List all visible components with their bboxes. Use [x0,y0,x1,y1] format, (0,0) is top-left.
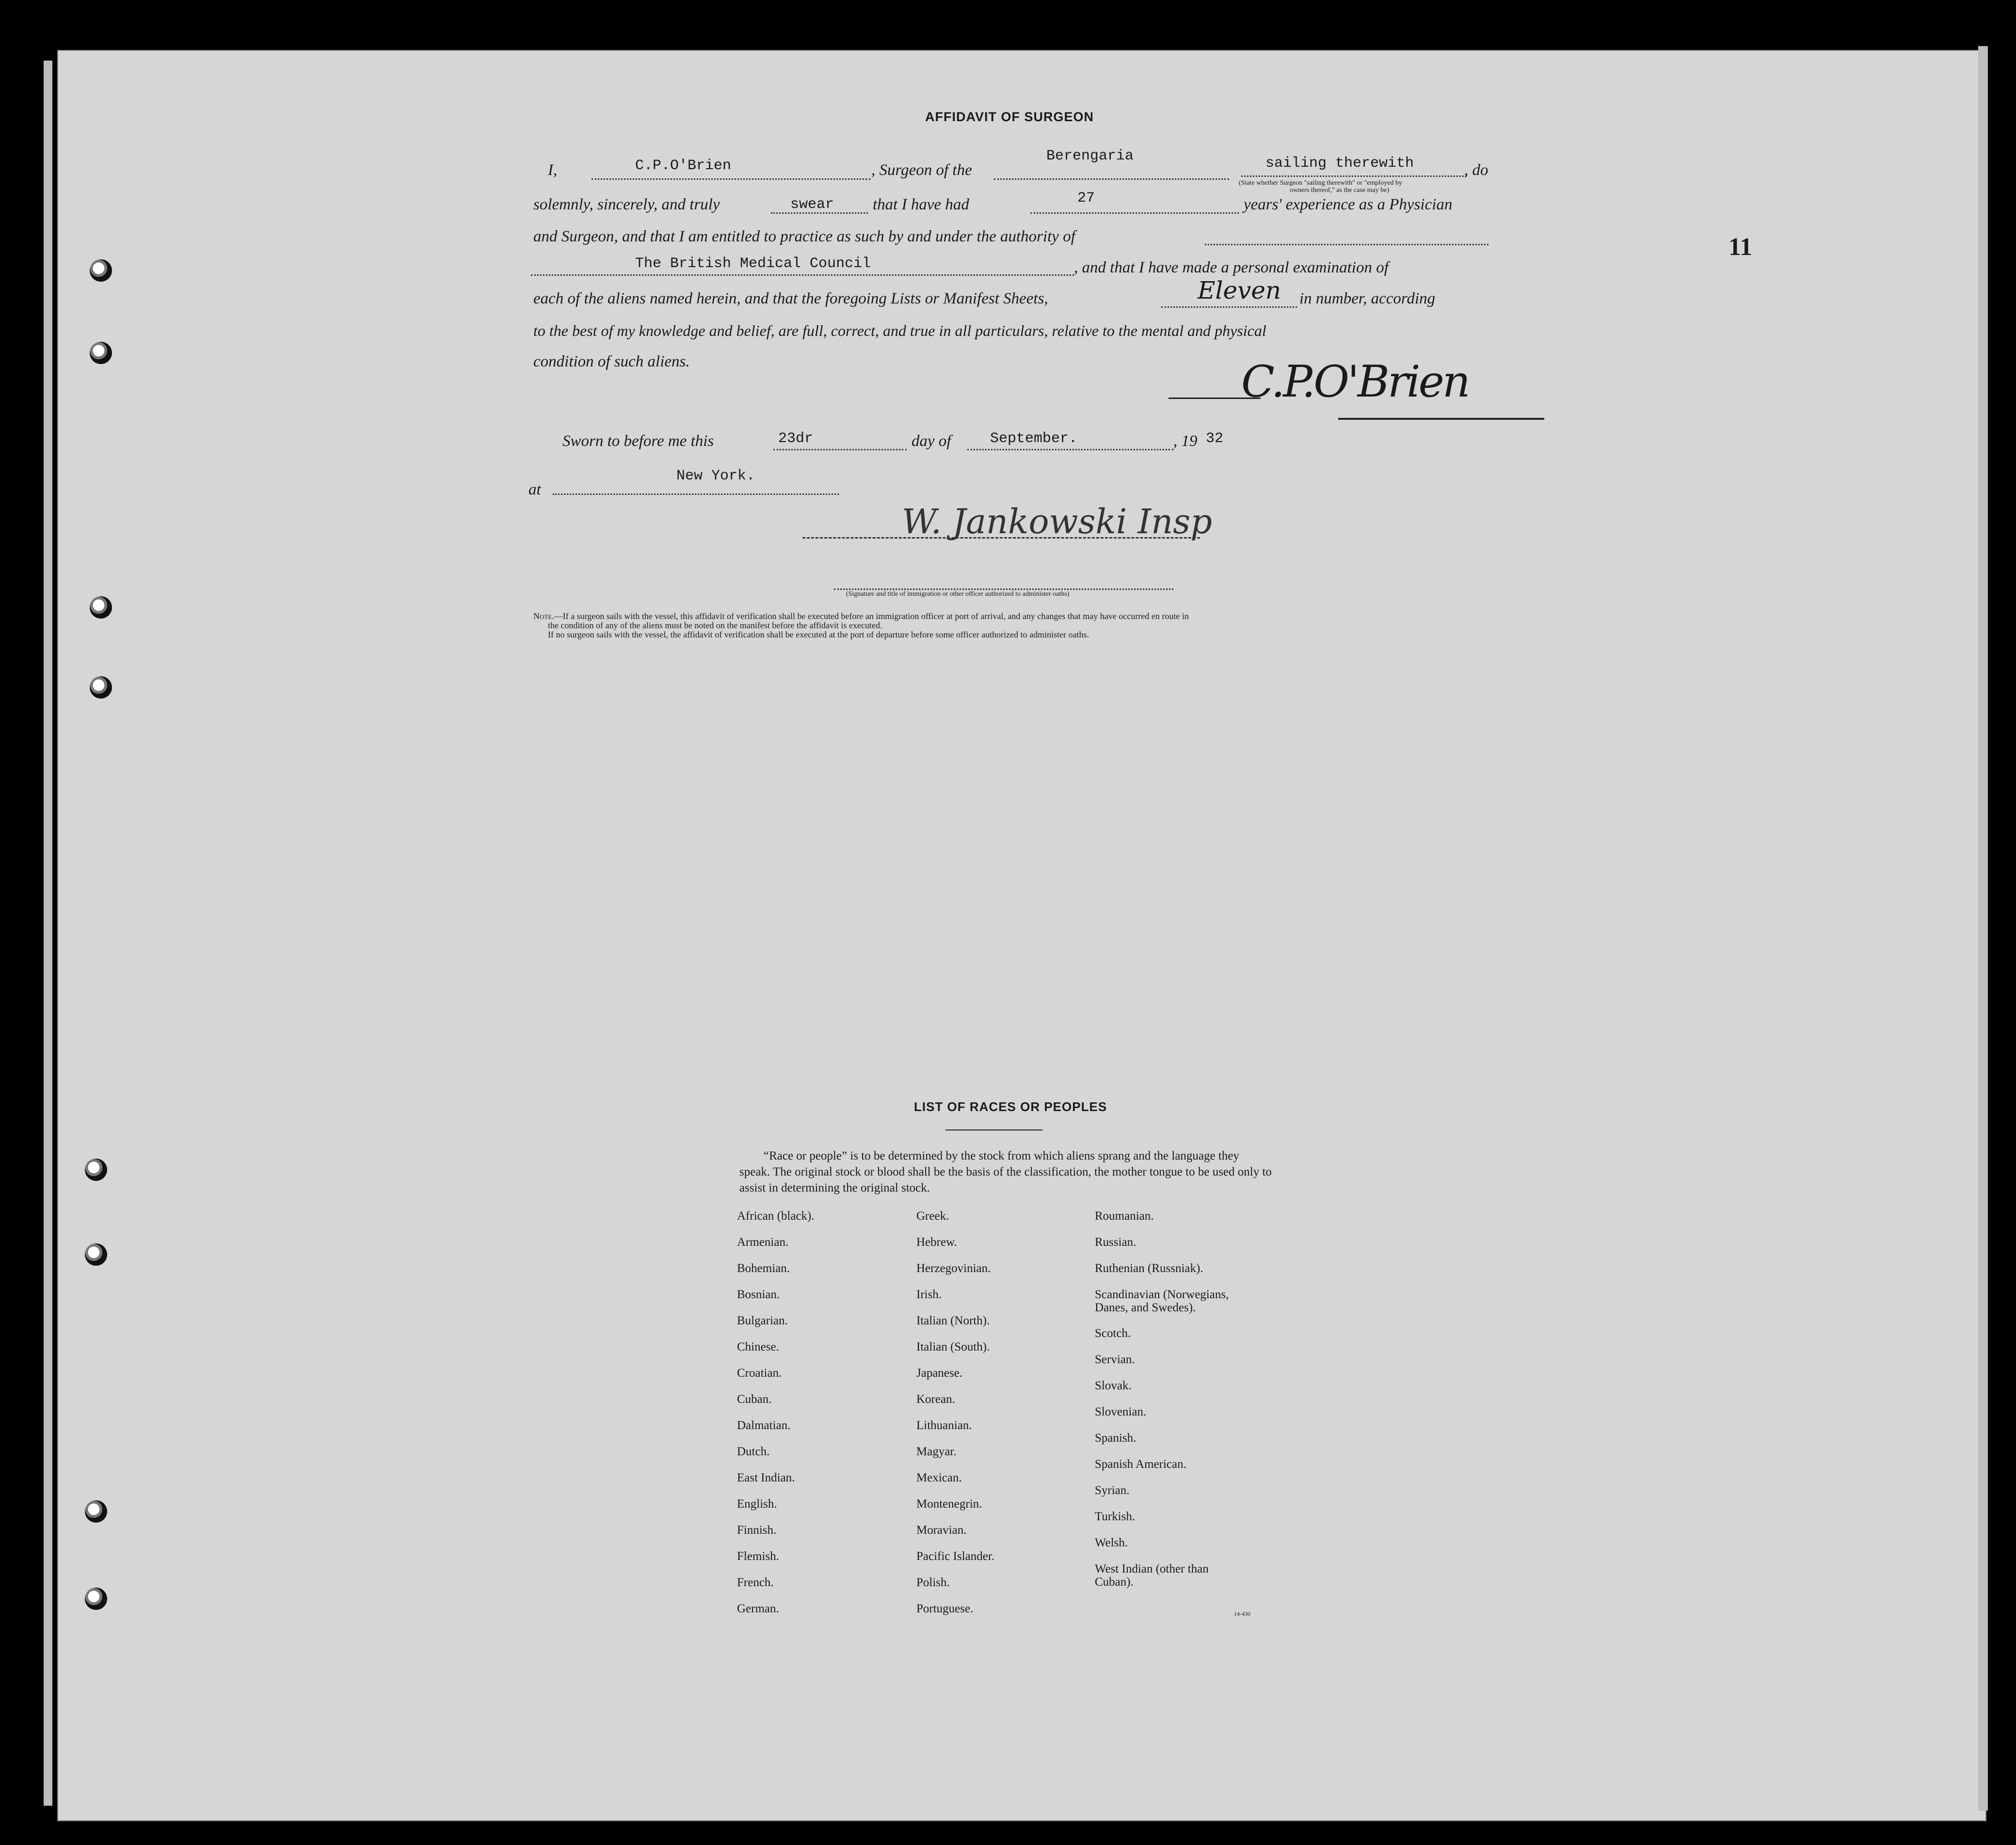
race-item: Ruthenian (Russniak). [1095,1262,1203,1275]
race-item: Herzegovinian. [916,1262,991,1275]
note-line: —If a surgeon sails with the vessel, this affidavit of verification shall be executed before an immigration officer at port of arrival, and any changes that may have occurred en route in [554,611,1189,621]
note-line: the condition of any of the aliens must be noted on the manifest before the affidavit is executed. [548,620,882,630]
surgeon-name: C.P.O'Brien [635,158,732,174]
binder-hole [90,342,112,364]
officer-signature: W. Jankowski Insp [902,502,1213,541]
manifest-page [58,51,1985,1820]
blank-line [553,493,839,495]
race-item: Bosnian. [737,1288,780,1301]
status-note-2: owners thereof," as the case may be) [1290,187,1390,194]
race-item: Hebrew. [916,1236,957,1249]
affidavit-line-5-rest: in number, according [1299,290,1436,307]
blank-line [1030,212,1239,214]
race-item: Montenegrin. [916,1497,982,1511]
surgeon-signature: C.P.O'Brien [1241,356,1469,407]
race-item: Polish. [916,1576,950,1589]
race-item: Moravian. [916,1524,967,1537]
binder-hole [85,1159,107,1181]
page-number: 11 [1728,233,1753,261]
race-item: Bulgarian. [737,1314,788,1327]
race-item: Syrian. [1095,1484,1130,1497]
blank-line [967,449,1173,450]
page-edge-left [44,61,52,1806]
page-edge-right [1978,46,1988,1811]
race-item: Irish. [916,1288,942,1301]
solemnly-text: solemnly, sincerely, and truly [533,196,720,213]
title-rule [945,1129,1042,1130]
race-item: Croatian. [737,1367,782,1380]
at-label: at [528,481,541,498]
day-of-text: day of [912,432,951,450]
race-item: Armenian. [737,1236,789,1249]
status-note-1: (State whether Surgeon "sailing therewith" or "employed by [1239,179,1402,187]
note-label: Note. [533,611,554,621]
affidavit-title: AFFIDAVIT OF SURGEON [925,110,1094,124]
race-item: Greek. [916,1209,949,1223]
binder-hole [90,259,112,282]
sworn-day: 23dr [778,430,814,447]
race-item: Slovenian. [1095,1405,1147,1418]
race-item: Italian (North). [916,1314,990,1327]
race-item: Scotch. [1095,1327,1131,1340]
officer-caption: (Signature and title of immigration or other officer authorized to administer oaths) [846,590,1070,598]
race-item: Flemish. [737,1550,779,1563]
that-had-text: that I have had [873,196,969,213]
race-item: Roumanian. [1095,1209,1154,1223]
race-item: Dutch. [737,1445,770,1458]
race-item: Lithuanian. [916,1419,972,1432]
race-item: Scandinavian (Norwegians, Danes, and Swedes). [1095,1288,1229,1314]
oath-word: swear [790,196,834,213]
signature-underline [1338,418,1544,420]
form-number: 14-430 [1234,1610,1250,1617]
race-item: Slovak. [1095,1379,1132,1392]
race-item: English. [737,1497,777,1511]
ship-name: Berengaria [1046,148,1134,164]
race-item: Italian (South). [916,1340,990,1353]
blank-line [1161,306,1297,308]
race-item: German. [737,1602,779,1615]
blank-line [773,449,907,450]
race-item: Finnish. [737,1524,777,1537]
authority-name: The British Medical Council [635,255,871,272]
race-item: African (black). [737,1209,815,1223]
race-item: Cuban. [737,1393,772,1406]
sworn-year: 32 [1206,430,1224,447]
affidavit-note [533,612,1503,639]
do-text: , do [1464,161,1488,179]
races-title: LIST OF RACES OR PEOPLES [914,1099,1107,1114]
race-item: Pacific Islander. [916,1550,995,1563]
race-item: Dalmatian. [737,1419,791,1432]
binder-hole [85,1588,107,1610]
race-item: Chinese. [737,1340,779,1353]
race-item: French. [737,1576,774,1589]
affidavit-line-5: each of the aliens named herein, and that the foregoing Lists or Manifest Sheets, [533,290,1048,307]
race-item: Servian. [1095,1353,1135,1366]
race-item: Korean. [916,1393,955,1406]
race-item: West Indian (other than Cuban). [1095,1562,1209,1589]
race-item: Mexican. [916,1471,962,1484]
note-line: If no surgeon sails with the vessel, the affidavit of verification shall be executed at the port of departure before some officer authorized to administer oaths. [548,630,1089,639]
year-prefix: , 19 [1173,432,1198,450]
race-item: East Indian. [737,1471,795,1484]
race-item: Spanish American. [1095,1458,1186,1471]
blank-line [531,274,1074,276]
affidavit-line-3: and Surgeon, and that I am entitled to practice as such by and under the authority of [533,228,1075,245]
binder-hole [85,1243,107,1266]
race-item: Bohemian. [737,1262,790,1275]
blank-line [1205,244,1488,245]
sheet-count-handwritten: Eleven [1198,276,1281,304]
race-item: Magyar. [916,1445,957,1458]
surgeon-of-the-text: , Surgeon of the [871,161,972,179]
affidavit-line-4-rest: , and that I have made a personal examination of [1074,259,1389,276]
surgeon-status: sailing therewith [1265,155,1414,172]
race-item: Japanese. [916,1367,963,1380]
sworn-month: September. [990,430,1078,447]
signature-line [834,588,1173,590]
race-item: Russian. [1095,1236,1136,1249]
race-item: Welsh. [1095,1536,1128,1549]
blank-line [1241,175,1467,177]
experience-text: years' experience as a Physician [1244,196,1453,213]
blank-line [994,178,1229,180]
binder-hole [90,676,112,699]
binder-hole [85,1500,107,1523]
race-item: Spanish. [1095,1431,1136,1445]
sworn-place: New York. [676,468,755,484]
race-item: Portuguese. [916,1602,974,1615]
sworn-text: Sworn to before me this [562,432,714,450]
affidavit-i: I, [548,161,558,179]
affidavit-line-6: to the best of my knowledge and belief, are full, correct, and true in all particulars, relative to the mental and physical [533,322,1266,339]
affidavit-line-7: condition of such aliens. [533,353,690,370]
binder-hole [90,596,112,619]
years-experience: 27 [1077,190,1095,207]
race-item: Turkish. [1095,1510,1136,1523]
blank-line [592,178,870,180]
races-intro: “Race or people” is to be determined by the stock from which aliens sprang and the language they speak. The original stock or blood shall be the basis of the classification, the mother tongue to be used only to assist in determining the original stock. [739,1149,1272,1194]
